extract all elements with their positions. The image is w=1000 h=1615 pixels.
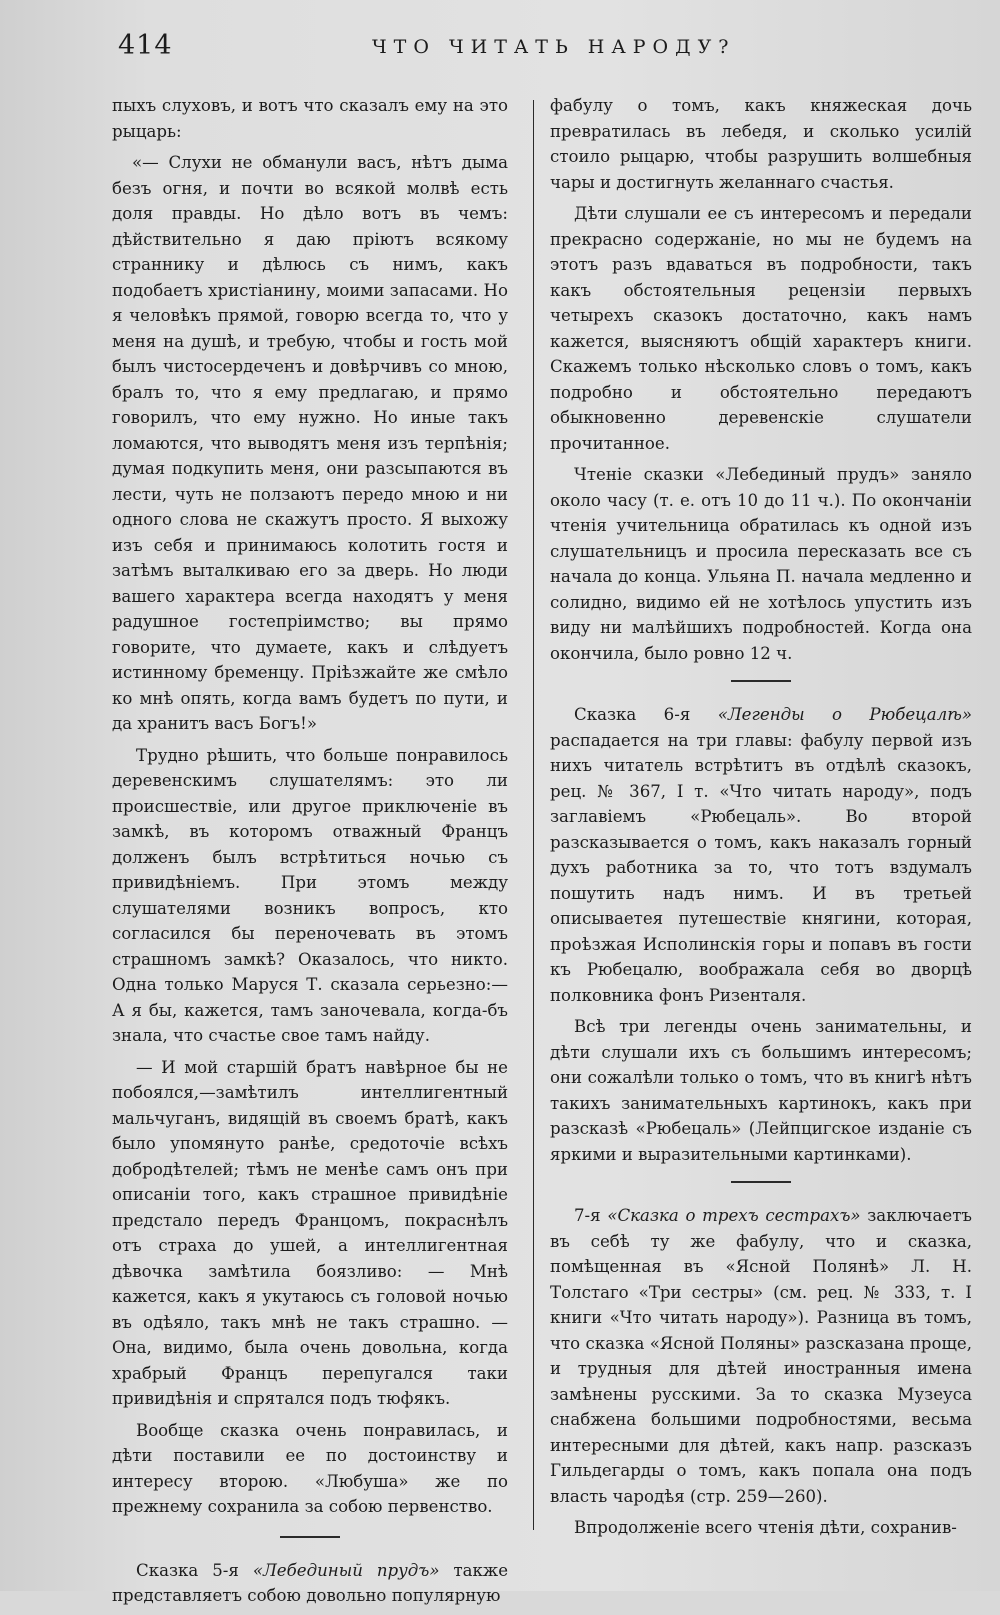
paragraph: Вообще сказка очень понравилась, и дѣти поставили ее по достоинству и интересу второю. «Любуша» же по прежнему сохранила за собою первенство. <box>112 1420 508 1516</box>
review-number: 7-я <box>574 1206 601 1225</box>
tale-title: «Легенды о Рюбецалѣ» <box>717 705 972 724</box>
quote-paragraph: «— Слухи не обманули васъ, нѣтъ дыма безъ огня, и почти во всякой молвѣ есть доля правды. Но дѣло вотъ въ чемъ: дѣйствительно я даю пріютъ всякому страннику и дѣлюсь съ нимъ, какъ подобаетъ христіанину, моими запасами. Но я человѣкъ прямой, говорю всегда то, что у меня на душѣ, и требую, чтобы и гость мой былъ чистосердеченъ и довѣрчивъ со мною, бралъ то, что я ему предлагаю, и прямо говорилъ, что ему нужно. Но иные такъ ломаются, что выводятъ меня изъ терпѣнія; думая подкупить меня, они разсыпаются въ лести, чуть не ползаютъ передо мною и ни одного слова не скажутъ просто. Я выхожу изъ себя и принимаюсь колотить гостя и затѣмъ выталкиваю его за дверь. Но люди вашего характера всегда находятъ у меня радушное гостепріимство; вы прямо говорите, что думаете, какъ и слѣдуетъ истинному бременцу. Пріѣзжайте же смѣло ко мнѣ опять, когда вамъ будетъ по пути, и да хранитъ васъ Богъ!» <box>112 153 508 733</box>
page-number: 414 <box>118 30 173 61</box>
section-divider <box>280 1536 340 1538</box>
running-title: ЧТО ЧИТАТЬ НАРОДУ? <box>372 36 736 58</box>
paragraph-text: заключаетъ въ себѣ ту же фабулу, что и сказка, помѣщенная въ «Ясной Полянѣ» Л. Н. Толстаго «Три сестры» (см. рец. № 333, т. I книги «Что читать народу»). Разница въ томъ, что сказка «Ясной Поляны» разсказана проще, и трудныя для дѣтей иностранныя имена замѣнены русскими. За то сказка Музеуса снабжена большими подробностями, весьма интересными для дѣтей, какъ напр. разсказъ Гильдегарды о томъ, какъ попала она подъ власть чародѣя (стр. 259—260). <box>550 1206 972 1506</box>
right-column <box>550 93 972 1547</box>
paragraph: Впродолженіе всего чтенія дѣти, сохранив- <box>574 1518 957 1537</box>
paragraph-text: также представляетъ собою довольно популярную <box>112 1560 509 1605</box>
section-divider <box>731 1181 791 1183</box>
paragraph: пыхъ слуховъ, и вотъ что сказалъ ему на это рыцарь: <box>112 96 508 141</box>
review-number: Сказка 6-я <box>574 705 691 724</box>
tale-title: «Лебединый прудъ» <box>252 1560 440 1580</box>
column-rule <box>533 100 534 1530</box>
paragraph: Дѣти слушали ее съ интересомъ и передали прекрасно содержаніе, но мы не будемъ на этотъ разъ вдаваться въ подробности, такъ какъ обстоятельныя рецензіи первыхъ четырехъ сказокъ достаточно, какъ намъ кажется, выясняютъ общій характеръ книги. Скажемъ только нѣсколько словъ о томъ, какъ подробно и обстоятельно передаютъ обыкновенно деревенскіе слушатели прочитанное. <box>550 204 972 453</box>
page-header <box>0 30 1000 70</box>
tale-title: «Сказка о трехъ сестрахъ» <box>607 1206 861 1225</box>
left-column <box>112 93 508 1615</box>
paragraph: Чтеніе сказки «Лебединый прудъ» заняло около часу (т. е. отъ 10 до 11 ч.). По окончаніи чтенія учительница обратилась къ одной изъ слушательницъ и просила пересказать все съ начала до конца. Ульяна П. начала медленно и солидно, видимо ей не хотѣлось упустить изъ виду ни малѣйшихъ подробностей. Когда она окончила, было ровно 12 ч. <box>550 465 972 663</box>
paragraph <box>550 1203 972 1509</box>
paragraph: Всѣ три легенды очень занимательны, и дѣти слушали ихъ съ большимъ интересомъ; они сожалѣли только о томъ, что въ книгѣ нѣтъ такихъ занимательныхъ картинокъ, какъ при разсказѣ «Рюбецаль» (Лейпцигское изданіе съ яркими и выразительными картинками). <box>550 1017 972 1164</box>
paragraph: — И мой старшій братъ навѣрное бы не побоялся,—замѣтилъ интеллигентный мальчуганъ, видящій въ своемъ братѣ, какъ было упомянуто ранѣе, средоточіе всѣхъ добродѣтелей; тѣмъ не менѣе самъ онъ при описаніи того, какъ страшное привидѣніе предстало передъ Францомъ, покраснѣлъ отъ страха до ушей, а интеллигентная дѣвочка замѣтила боязливо: — Мнѣ кажется, какъ я укутаюсь съ головой ночью въ одѣяло, такъ мнѣ не такъ страшно. — Она, видимо, была очень довольна, когда храбрый Францъ перепугался таки привидѣнія и спрятался подъ тюфякъ. <box>112 1057 508 1408</box>
section-divider <box>731 680 791 682</box>
paragraph: фабулу о томъ, какъ княжеская дочь превратилась въ лебедя, и сколько усилій стоило рыцарю, чтобы разрушить волшебныя чары и достигнуть желаннаго счастья. <box>550 96 972 192</box>
paragraph: Трудно рѣшить, что больше понравилось деревенскимъ слушателямъ: это ли происшествіе, или другое приключеніе въ замкѣ, въ которомъ отважный Францъ долженъ былъ встрѣтиться ночью съ привидѣніемъ. При этомъ между слушателями возникъ вопросъ, кто согласился бы переночевать въ этомъ страшномъ замкѣ? Оказалось, что никто. Одна только Маруся Т. сказала серьезно:— А я бы, кажется, тамъ заночевала, когда-бъ знала, что счастье свое тамъ найду. <box>112 745 508 1045</box>
paragraph <box>112 1558 508 1609</box>
paragraph-text: распадается на три главы: фабулу первой изъ нихъ читатель встрѣтитъ въ отдѣлѣ сказокъ, рец. № 367, I т. «Что читать народу», подъ заглавіемъ «Рюбецаль». Во второй разсказывается о томъ, какъ наказалъ горный духъ работника за то, что тотъ вздумалъ пошутить надъ нимъ. И въ третьей описываетея путешествіе княгини, которая, проѣзжая Исполинскія горы и попавъ въ гости къ Рюбецалю, воображала себя во дворцѣ полковника фонъ Ризенталя. <box>550 730 972 1005</box>
review-number: Сказка 5-я <box>136 1560 239 1580</box>
paragraph <box>550 702 972 1008</box>
